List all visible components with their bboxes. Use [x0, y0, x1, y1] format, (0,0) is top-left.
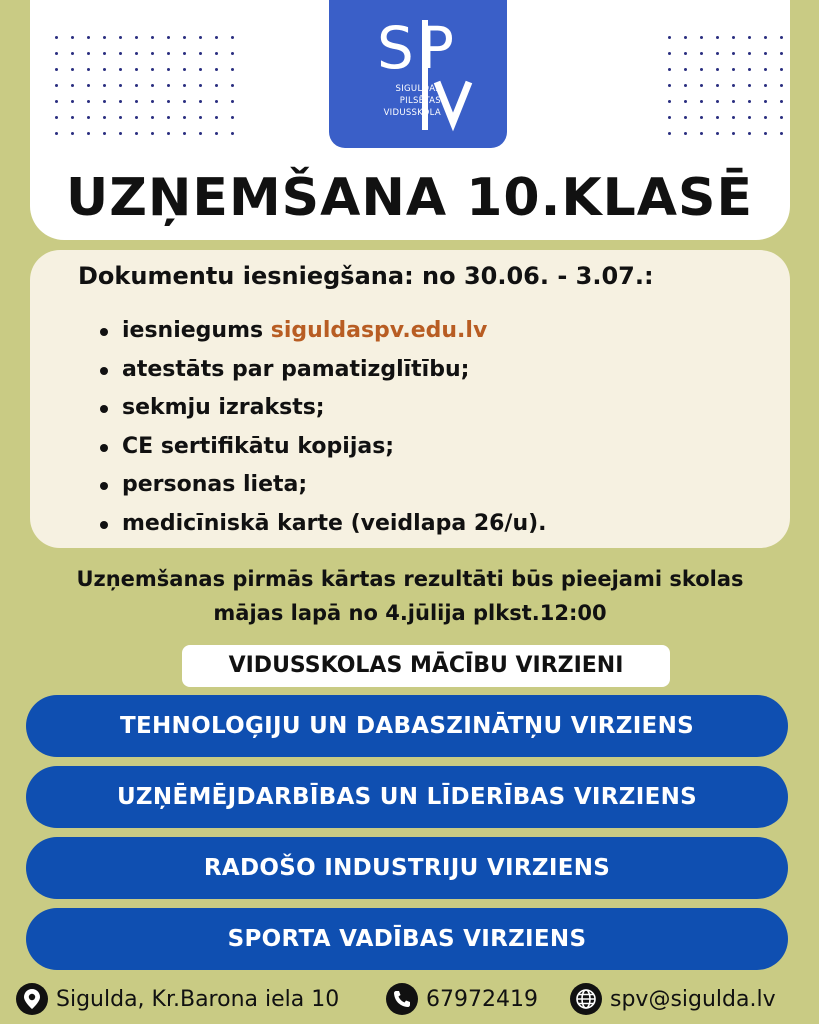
dot — [764, 68, 767, 71]
dot — [764, 100, 767, 103]
dot — [151, 116, 154, 119]
dot — [103, 84, 106, 87]
dot — [748, 116, 751, 119]
dot — [732, 36, 735, 39]
documents-list — [96, 312, 547, 543]
dot — [167, 116, 170, 119]
direction-creative-industries[interactable]: RADOŠO INDUSTRIJU VIRZIENS — [26, 837, 788, 899]
results-notice — [40, 562, 780, 630]
list-item: personas lieta; — [96, 466, 547, 505]
dot — [748, 68, 751, 71]
dot — [780, 116, 783, 119]
dot — [55, 116, 58, 119]
dot — [215, 84, 218, 87]
dot — [780, 84, 783, 87]
dot — [668, 68, 671, 71]
dot — [732, 116, 735, 119]
dot — [135, 36, 138, 39]
dot — [684, 68, 687, 71]
dot — [231, 52, 234, 55]
dot — [151, 68, 154, 71]
dot — [55, 52, 58, 55]
dot — [103, 132, 106, 135]
phone-text[interactable]: 67972419 — [426, 986, 538, 1012]
documents-heading: Dokumentu iesniegšana: no 30.06. - 3.07.: — [78, 262, 654, 290]
dot — [748, 132, 751, 135]
footer-phone[interactable] — [386, 983, 538, 1015]
dot — [119, 52, 122, 55]
dot — [103, 100, 106, 103]
dot — [55, 132, 58, 135]
address-text: Sigulda, Kr.Barona iela 10 — [56, 986, 340, 1012]
dot — [55, 36, 58, 39]
decorative-dots-right — [668, 36, 796, 148]
dot — [231, 36, 234, 39]
dot — [135, 84, 138, 87]
dot — [103, 116, 106, 119]
dot — [748, 36, 751, 39]
footer-email[interactable] — [570, 983, 776, 1015]
dot — [199, 68, 202, 71]
dot — [668, 100, 671, 103]
page-title: UZŅEMŠANA 10.KLASĒ — [65, 168, 754, 228]
dot — [167, 52, 170, 55]
dot — [183, 68, 186, 71]
dot — [780, 36, 783, 39]
dot — [135, 68, 138, 71]
dot — [716, 116, 719, 119]
dot — [732, 68, 735, 71]
logo-line-2: PILSĒTAS — [399, 96, 441, 106]
globe-icon — [570, 983, 602, 1015]
dot — [167, 84, 170, 87]
dot — [167, 36, 170, 39]
dot — [684, 84, 687, 87]
dot — [135, 132, 138, 135]
dot — [103, 68, 106, 71]
footer-address — [16, 983, 339, 1015]
dot — [764, 36, 767, 39]
dot — [71, 116, 74, 119]
dot — [684, 116, 687, 119]
dot — [215, 68, 218, 71]
dot — [732, 100, 735, 103]
spv-logo-mark — [329, 0, 507, 148]
dot — [716, 68, 719, 71]
dot — [183, 132, 186, 135]
dot — [716, 52, 719, 55]
dot — [668, 84, 671, 87]
dot — [684, 132, 687, 135]
dot — [700, 132, 703, 135]
dot — [732, 52, 735, 55]
dot — [668, 36, 671, 39]
results-line-2: mājas lapā no 4.jūlija plkst.12:00 — [213, 601, 607, 625]
dot — [780, 100, 783, 103]
dot — [748, 84, 751, 87]
dot — [684, 36, 687, 39]
dot — [151, 52, 154, 55]
dot — [183, 100, 186, 103]
list-item: CE sertifikātu kopijas; — [96, 428, 547, 467]
list-item — [96, 312, 547, 351]
dot — [748, 52, 751, 55]
dot — [780, 132, 783, 135]
dot — [87, 36, 90, 39]
logo-line-3: VIDUSSKOLA — [383, 108, 441, 118]
dot — [87, 132, 90, 135]
dot — [716, 132, 719, 135]
dot — [119, 36, 122, 39]
dot — [87, 84, 90, 87]
dot — [700, 36, 703, 39]
website-link[interactable]: siguldaspv.edu.lv — [270, 318, 488, 343]
dot — [87, 100, 90, 103]
dot — [780, 52, 783, 55]
dot — [780, 68, 783, 71]
dot — [55, 84, 58, 87]
dot — [183, 116, 186, 119]
dot — [199, 100, 202, 103]
dot — [103, 52, 106, 55]
location-pin-icon — [16, 983, 48, 1015]
dot — [71, 68, 74, 71]
dot — [732, 132, 735, 135]
school-logo — [329, 0, 507, 148]
dot — [135, 100, 138, 103]
dot — [87, 116, 90, 119]
decorative-dots-left — [55, 36, 247, 148]
dot — [764, 132, 767, 135]
dot — [87, 52, 90, 55]
dot — [215, 52, 218, 55]
dot — [700, 116, 703, 119]
dot — [700, 100, 703, 103]
dot — [716, 36, 719, 39]
list-item-prefix: iesniegums — [122, 318, 271, 343]
dot — [732, 84, 735, 87]
svg-text:P: P — [419, 14, 454, 82]
svg-text:S: S — [377, 14, 414, 82]
results-line-1: Uzņemšanas pirmās kārtas rezultāti būs pieejami skolas — [76, 567, 744, 591]
phone-icon — [386, 983, 418, 1015]
dot — [71, 100, 74, 103]
list-item: sekmju izraksts; — [96, 389, 547, 428]
dot — [151, 132, 154, 135]
dot — [71, 132, 74, 135]
dot — [119, 84, 122, 87]
dot — [135, 52, 138, 55]
dot — [764, 116, 767, 119]
dot — [199, 84, 202, 87]
dot — [167, 132, 170, 135]
dot — [55, 100, 58, 103]
dot — [199, 52, 202, 55]
dot — [71, 84, 74, 87]
dot — [87, 68, 90, 71]
dot — [215, 100, 218, 103]
direction-entrepreneurship[interactable]: UZŅĒMĒJDARBĪBAS UN LĪDERĪBAS VIRZIENS — [26, 766, 788, 828]
dot — [135, 116, 138, 119]
dot — [700, 84, 703, 87]
dot — [764, 84, 767, 87]
dot — [119, 100, 122, 103]
dot — [183, 84, 186, 87]
dot — [231, 132, 234, 135]
dot — [700, 52, 703, 55]
dot — [716, 84, 719, 87]
dot — [199, 132, 202, 135]
dot — [119, 132, 122, 135]
dot — [71, 36, 74, 39]
dot — [215, 116, 218, 119]
dot — [668, 116, 671, 119]
dot — [231, 116, 234, 119]
logo-line-1: SIGULDAS — [395, 84, 441, 94]
dot — [183, 36, 186, 39]
dot — [151, 100, 154, 103]
dot — [215, 36, 218, 39]
dot — [231, 100, 234, 103]
dot — [668, 132, 671, 135]
dot — [231, 84, 234, 87]
dot — [700, 68, 703, 71]
list-item: medicīniskā karte (veidlapa 26/u). — [96, 505, 547, 544]
dot — [215, 132, 218, 135]
dot — [71, 52, 74, 55]
dot — [199, 36, 202, 39]
dot — [151, 84, 154, 87]
list-item: atestāts par pamatizglītību; — [96, 351, 547, 390]
dot — [748, 100, 751, 103]
direction-technology[interactable]: TEHNOLOĢIJU UN DABASZINĀTŅU VIRZIENS — [26, 695, 788, 757]
dot — [119, 116, 122, 119]
dot — [684, 52, 687, 55]
dot — [684, 100, 687, 103]
dot — [199, 116, 202, 119]
dot — [764, 52, 767, 55]
dot — [716, 100, 719, 103]
dot — [167, 68, 170, 71]
dot — [183, 52, 186, 55]
dot — [55, 68, 58, 71]
dot — [231, 68, 234, 71]
dot — [103, 36, 106, 39]
dot — [668, 52, 671, 55]
dot — [151, 36, 154, 39]
section-label: VIDUSSKOLAS MĀCĪBU VIRZIENI — [182, 645, 670, 687]
email-text[interactable]: spv@sigulda.lv — [610, 986, 776, 1012]
dot — [167, 100, 170, 103]
dot — [119, 68, 122, 71]
direction-sports-management[interactable]: SPORTA VADĪBAS VIRZIENS — [26, 908, 788, 970]
